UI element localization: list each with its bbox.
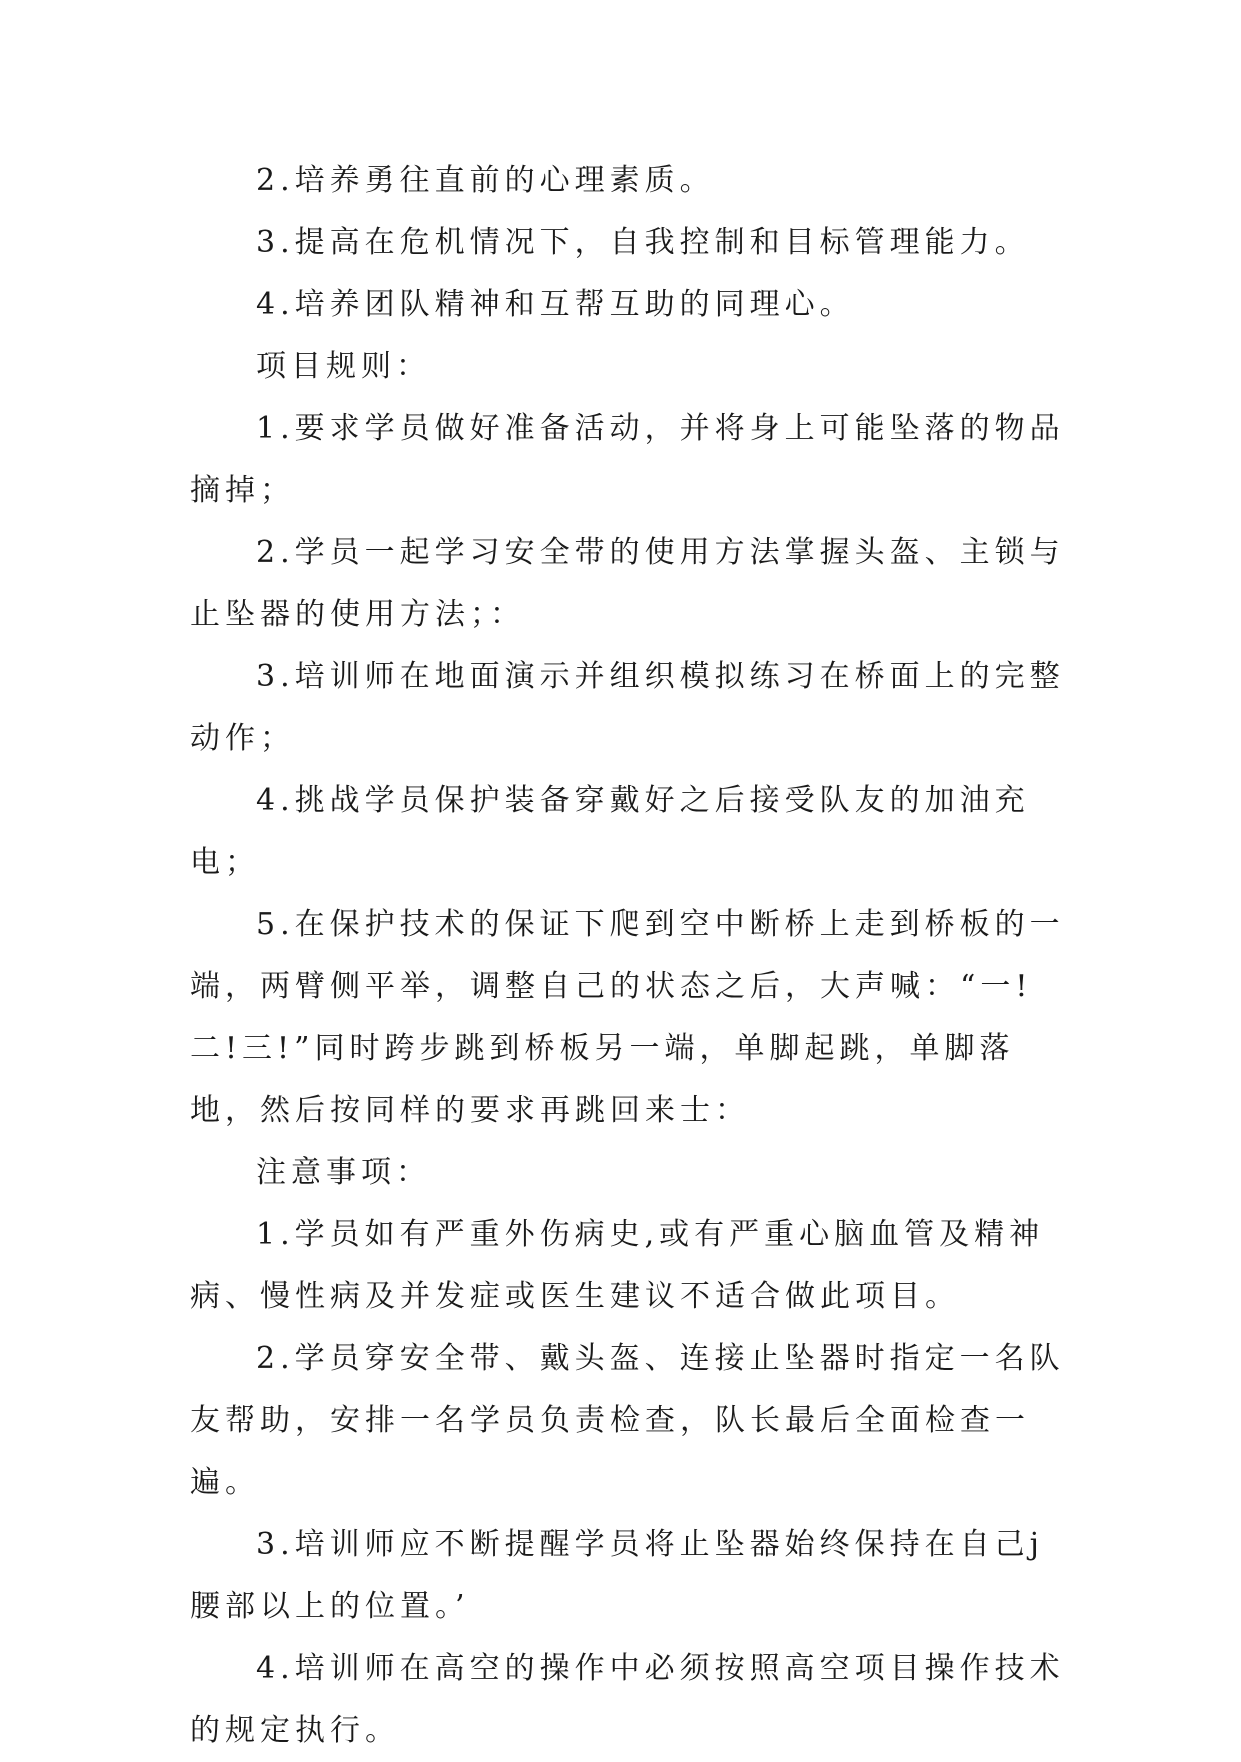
paragraph-note-4: 4.培训师在高空的操作中必须按照高空项目操作技术的规定执行。 <box>190 1651 1065 1748</box>
paragraph-note-3: 3.培训师应不断提醒学员将止坠器始终保持在自己j腰部以上的位置。’ <box>190 1527 1044 1624</box>
paragraph-goal-3: 3.提高在危机情况下，自我控制和目标管理能力。 <box>256 225 1030 260</box>
paragraph-rule-1: 1.要求学员做好准备活动，并将身上可能坠落的物品摘掉； <box>190 411 1065 508</box>
section-heading-notes: 注意事项： <box>256 1155 431 1190</box>
paragraph-rule-2: 2.学员一起学习安全带的使用方法掌握头盔、主锁与止坠器的使用方法；： <box>190 535 1065 632</box>
paragraph-note-1: 1.学员如有严重外伤病史,或有严重心脑血管及精神病、慢性病及并发症或医生建议不适合做此项目。 <box>190 1217 1045 1314</box>
paragraph-goal-2: 2.培养勇往直前的心理素质。 <box>256 163 715 198</box>
paragraph-rule-4: 4.挑战学员保护装备穿戴好之后接受队友的加油充电； <box>190 783 1030 880</box>
paragraph-note-2: 2.学员穿安全带、戴头盔、连接止坠器时指定一名队友帮助，安排一名学员负责检查，队长最后全面检查一遍。 <box>190 1341 1065 1500</box>
paragraph-rule-5: 5.在保护技术的保证下爬到空中断桥上走到桥板的一端，两臂侧平举，调整自己的状态之后，大声喊：“一!二!三!”同时跨步跳到桥板另一端，单脚起跳，单脚落地，然后按同样的要求再跳回来士： <box>190 907 1065 1128</box>
paragraph-goal-4: 4.培养团队精神和互帮互助的同理心。 <box>256 287 855 322</box>
document-body <box>190 150 1070 1762</box>
paragraph-rule-3: 3.培训师在地面演示并组织模拟练习在桥面上的完整动作； <box>190 659 1065 756</box>
section-heading-rules: 项目规则： <box>256 349 431 384</box>
